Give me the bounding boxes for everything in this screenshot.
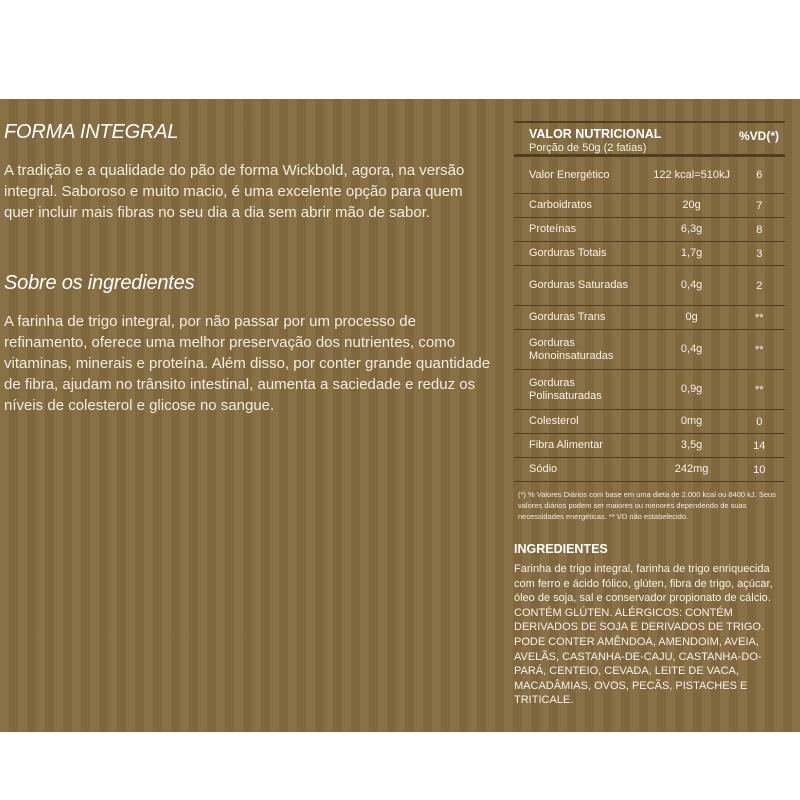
nutrient-name: Valor Energético [529, 168, 610, 181]
nutrient-qty: 0,9g [680, 383, 703, 395]
product-description: A tradição e a qualidade do pão de forma Wickbold, agora, na versão integral. Saboroso e muito macio, é uma excelente opção para quem quer incluir mais fibras no seu dia a dia sem abrir mão de sabor. [4, 162, 465, 221]
nutrition-header [514, 121, 785, 157]
nutrient-vd: 6 [756, 169, 763, 181]
nutrient-qty: 1,7g [680, 247, 703, 259]
nutrient-name: Colesterol [529, 415, 579, 427]
description-column [4, 121, 494, 465]
nutrient-vd: 7 [756, 199, 763, 212]
ingredients-about-text: A farinha de trigo integral, por não passar por um processo de refinamento, oferece uma melhor preservação dos nutrientes, como vitaminas, minerais e proteína. Além disso, por conter grande quantidade de fibra, ajudam no trânsito intestinal, aumenta a saciedade e reduz os níveis de colesterol e glicose no sangue. [4, 313, 491, 414]
nutrient-vd: 10 [753, 463, 766, 476]
nutrient-qty: 122 kcal=510kJ [653, 168, 730, 181]
nutrient-name: Sódio [529, 463, 558, 475]
nutrient-qty: 242mg [674, 463, 709, 475]
table-row [514, 194, 785, 218]
table-row [514, 330, 785, 370]
nutrient-name: Fibra Alimentar [529, 439, 603, 451]
product-title: FORMA INTEGRAL [4, 121, 179, 143]
nutrient-name: Gorduras Monoinsaturadas [529, 336, 614, 362]
vd-header: %VD(*) [738, 129, 779, 143]
nutrient-vd: 3 [756, 247, 763, 260]
nutrient-name: Proteínas [529, 223, 577, 235]
nutrient-qty: 3,5g [680, 439, 703, 451]
nutrient-qty: 6,3g [680, 223, 703, 235]
nutrient-qty: 0,4g [680, 343, 703, 355]
nutrient-vd: ** [755, 311, 764, 324]
ingredients-text: Farinha de trigo integral, farinha de trigo enriquecida com ferro e ácido fólico, glúten, fibra de trigo, açúcar, óleo de soja, sal e conservador propionato de cálcio. CONTÉM GLÚTEN. ALÉRGICOS: CONTÉM DERIVADOS DE SOJA E DERIVADOS DE TRIGO. PODE CONTER AMÊNDOA, AMENDOIM, AVEIA, AVELÃS, CASTANHA-DE-CAJU, CASTANHA-DO-PARÁ, CENTEIO, CEVADA, LEITE DE VACA, MACADÂMIAS, OVOS, PECÃS, PISTACHES E TRITICALE. [514, 563, 773, 707]
nutrient-name: Gorduras Polinsaturadas [529, 376, 602, 402]
table-row [514, 458, 785, 482]
product-info-panel [0, 99, 800, 732]
nutrient-qty: 20g [682, 199, 701, 211]
ingredients-section [514, 542, 785, 708]
nutrient-name: Gorduras Saturadas [529, 279, 629, 291]
nutrient-qty: 0,4g [680, 279, 703, 291]
table-row [514, 410, 785, 434]
nutrient-name: Gorduras Totais [529, 247, 607, 259]
table-row [514, 306, 785, 330]
nutrient-vd: 14 [753, 439, 766, 452]
table-row [514, 242, 785, 266]
nutrient-vd: 2 [756, 279, 763, 292]
nutrient-name: Carboidratos [529, 199, 592, 211]
nutrition-table [514, 121, 785, 522]
table-row [514, 370, 785, 410]
nutrition-title: VALOR NUTRICIONAL [529, 127, 662, 141]
ingredients-title: INGREDIENTES [514, 542, 608, 556]
table-row [514, 157, 785, 194]
nutrient-vd: ** [755, 343, 764, 356]
table-row [514, 434, 785, 458]
ingredients-about-title: Sobre os ingredientes [4, 272, 195, 294]
table-row [514, 266, 785, 306]
nutrient-qty: 0mg [680, 415, 703, 427]
nutrient-vd: 0 [756, 415, 763, 428]
nutrient-vd: ** [755, 383, 764, 396]
nutrient-qty: 0g [685, 311, 698, 323]
nutrient-vd: 8 [756, 223, 763, 236]
nutrient-name: Gorduras Trans [529, 311, 606, 323]
serving-size: Porção de 50g (2 fatias) [529, 142, 647, 154]
nutrition-footnote: (*) % Valores Diários com base em uma dieta de 2.000 kcal ou 8400 kJ. Seus valores diários podem ser maiores ou menores dependendo de suas necessidades energéticas. ** VD não estabelecido. [518, 490, 776, 521]
table-row [514, 218, 785, 242]
